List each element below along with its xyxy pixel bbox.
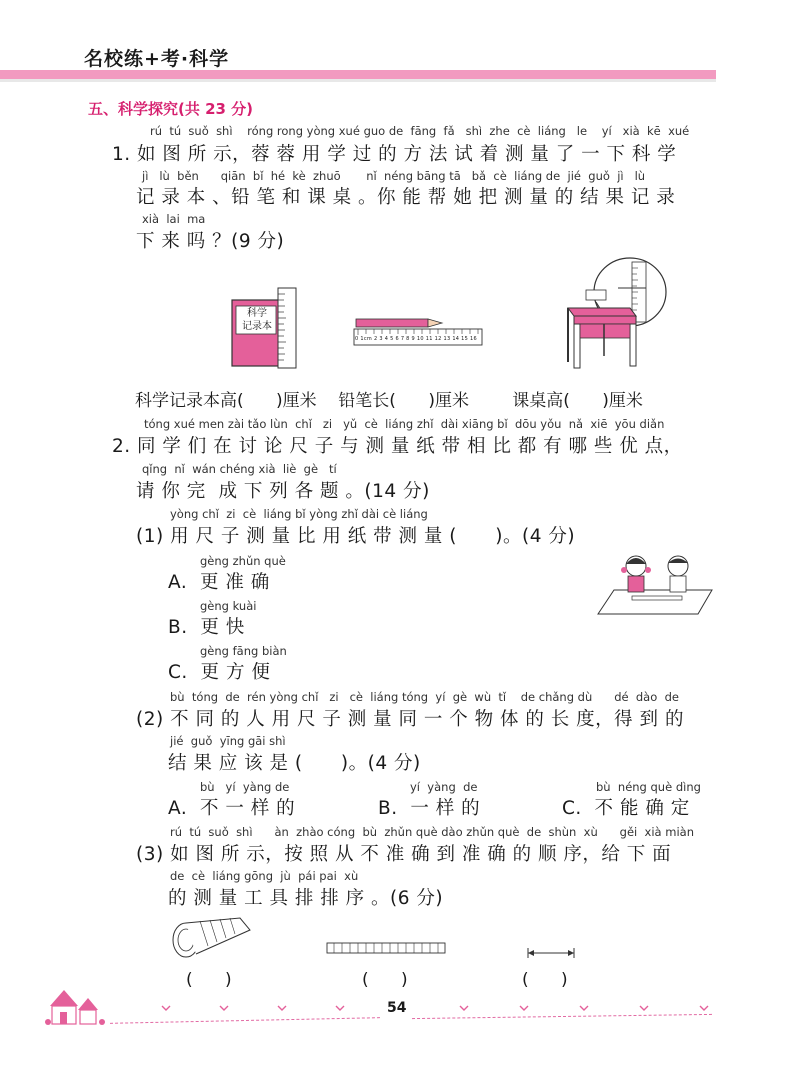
section-title: 五、科学探究(共 23 分) [88, 100, 254, 118]
blank-answer[interactable]: ( ) [362, 970, 408, 990]
q2-text-2: 请 你 完 成 下 列 各 题 。(14 分) [136, 481, 430, 502]
option-a[interactable]: A. 不 一 样 的 [168, 798, 296, 819]
q1-pinyin-1: rú tú suǒ shì róng rong yòng xué guo de fāng fǎ shì zhe cè liáng le yí xià kē xué [150, 124, 690, 138]
footer-heart-marks [160, 998, 720, 1008]
students-measuring-illustration [592, 552, 714, 622]
option-b[interactable]: B. 一 样 的 [378, 798, 481, 819]
option-pinyin: bù yí yàng de [200, 780, 290, 794]
q2-sub3-text-2: 的 测 量 工 具 排 排 序 。(6 分) [168, 888, 444, 909]
option-a[interactable]: A. 更 准 确 [168, 572, 270, 593]
q2-sub2-pinyin-1: bù tóng de rén yòng chǐ zi cè liáng tóng yí gè wù tǐ de chǎng dù dé dào de [170, 690, 679, 704]
pencil-ruler-illustration [352, 318, 484, 352]
q2-sub1-text: (1) 用 尺 子 测 量 比 用 纸 带 测 量 ( )。(4 分) [136, 526, 576, 547]
q1-answer-line: 科学记录本高( )厘米 铅笔长( )厘米 课桌高( )厘米 [135, 391, 643, 411]
q2-pinyin-1: tóng xué men zài tǎo lùn chǐ zi yǔ cè liáng zhǐ dài xiāng bǐ dōu yǒu nǎ xiē yōu diǎn [144, 417, 665, 431]
q2-text-1: 2. 同 学 们 在 讨 论 尺 子 与 测 量 纸 带 相 比 都 有 哪 些 优 点， [112, 436, 683, 457]
span-measure-illustration [526, 944, 576, 963]
option-pinyin: gèng kuài [200, 599, 257, 613]
header-band-shadow [0, 79, 716, 82]
q2-sub3-text-1: (3) 如 图 所 示，按 照 从 不 准 确 到 准 确 的 顺 序，给 下 面 [136, 844, 672, 865]
option-c[interactable]: C. 更 方 便 [168, 662, 271, 683]
notebook-illustration [228, 288, 300, 374]
q2-pinyin-2: qǐng nǐ wán chéng xià liè gè tí [142, 462, 337, 476]
q2-sub2-text-2: 结 果 应 该 是 ( )。(4 分) [168, 753, 421, 774]
footer-dashed-line-left [110, 1017, 380, 1024]
desk-illustration [560, 256, 670, 376]
notebook-label: 科学 记录本 [242, 308, 272, 332]
q2-sub1-pinyin: yòng chǐ zi cè liáng bǐ yòng zhǐ dài cè liáng [170, 507, 428, 521]
q1-pinyin-3: xià lai ma [142, 212, 206, 226]
ruler-label: 0 1cm 2 3 4 5 6 7 8 9 10 11 12 13 14 15 16 [355, 336, 477, 342]
option-pinyin: gèng zhǔn què [200, 554, 286, 568]
q1-text-3: 下 来 吗 ？(9 分) [136, 231, 285, 252]
header-title: 名校练+考·科学 [84, 48, 230, 70]
q2-sub2-text-1: (2) 不 同 的 人 用 尺 子 测 量 同 一 个 物 体 的 长 度，得 到 的 [136, 709, 684, 730]
paper-strip-ruler-illustration [326, 940, 446, 959]
q1-text-2: 记 录 本 、铅 笔 和 课 桌 。你 能 帮 她 把 测 量 的 结 果 记 录 [136, 187, 676, 208]
header-band [0, 70, 716, 79]
q1-pinyin-2: jì lù běn qiān bǐ hé kè zhuō nǐ néng bāng tā bǎ cè liáng de jié guǒ jì lù [142, 169, 646, 183]
option-b[interactable]: B. 更 快 [168, 617, 245, 638]
q2-sub2-pinyin-2: jié guǒ yīng gāi shì [170, 734, 286, 748]
option-pinyin: yí yàng de [410, 780, 478, 794]
option-c[interactable]: C. 不 能 确 定 [562, 798, 690, 819]
q1-text-1: 1. 如 图 所 示，蓉 蓉 用 学 过 的 方 法 试 着 测 量 了 一 下 科 学 [112, 144, 677, 165]
option-pinyin: gèng fāng biàn [200, 644, 287, 658]
house-decoration-icon [40, 984, 108, 1032]
page-number: 54 [387, 1000, 407, 1016]
blank-answer[interactable]: ( ) [186, 970, 232, 990]
blank-answer[interactable]: ( ) [522, 970, 568, 990]
tape-measure-illustration [170, 916, 254, 964]
q2-sub3-pinyin-1: rú tú suǒ shì àn zhào cóng bù zhǔn què dào zhǔn què de shùn xù gěi xià miàn [170, 825, 694, 839]
option-pinyin: bù néng què dìng [596, 780, 701, 794]
q2-sub3-pinyin-2: de cè liáng gōng jù pái pai xù [170, 869, 359, 883]
footer-dashed-line-right [412, 1014, 712, 1019]
